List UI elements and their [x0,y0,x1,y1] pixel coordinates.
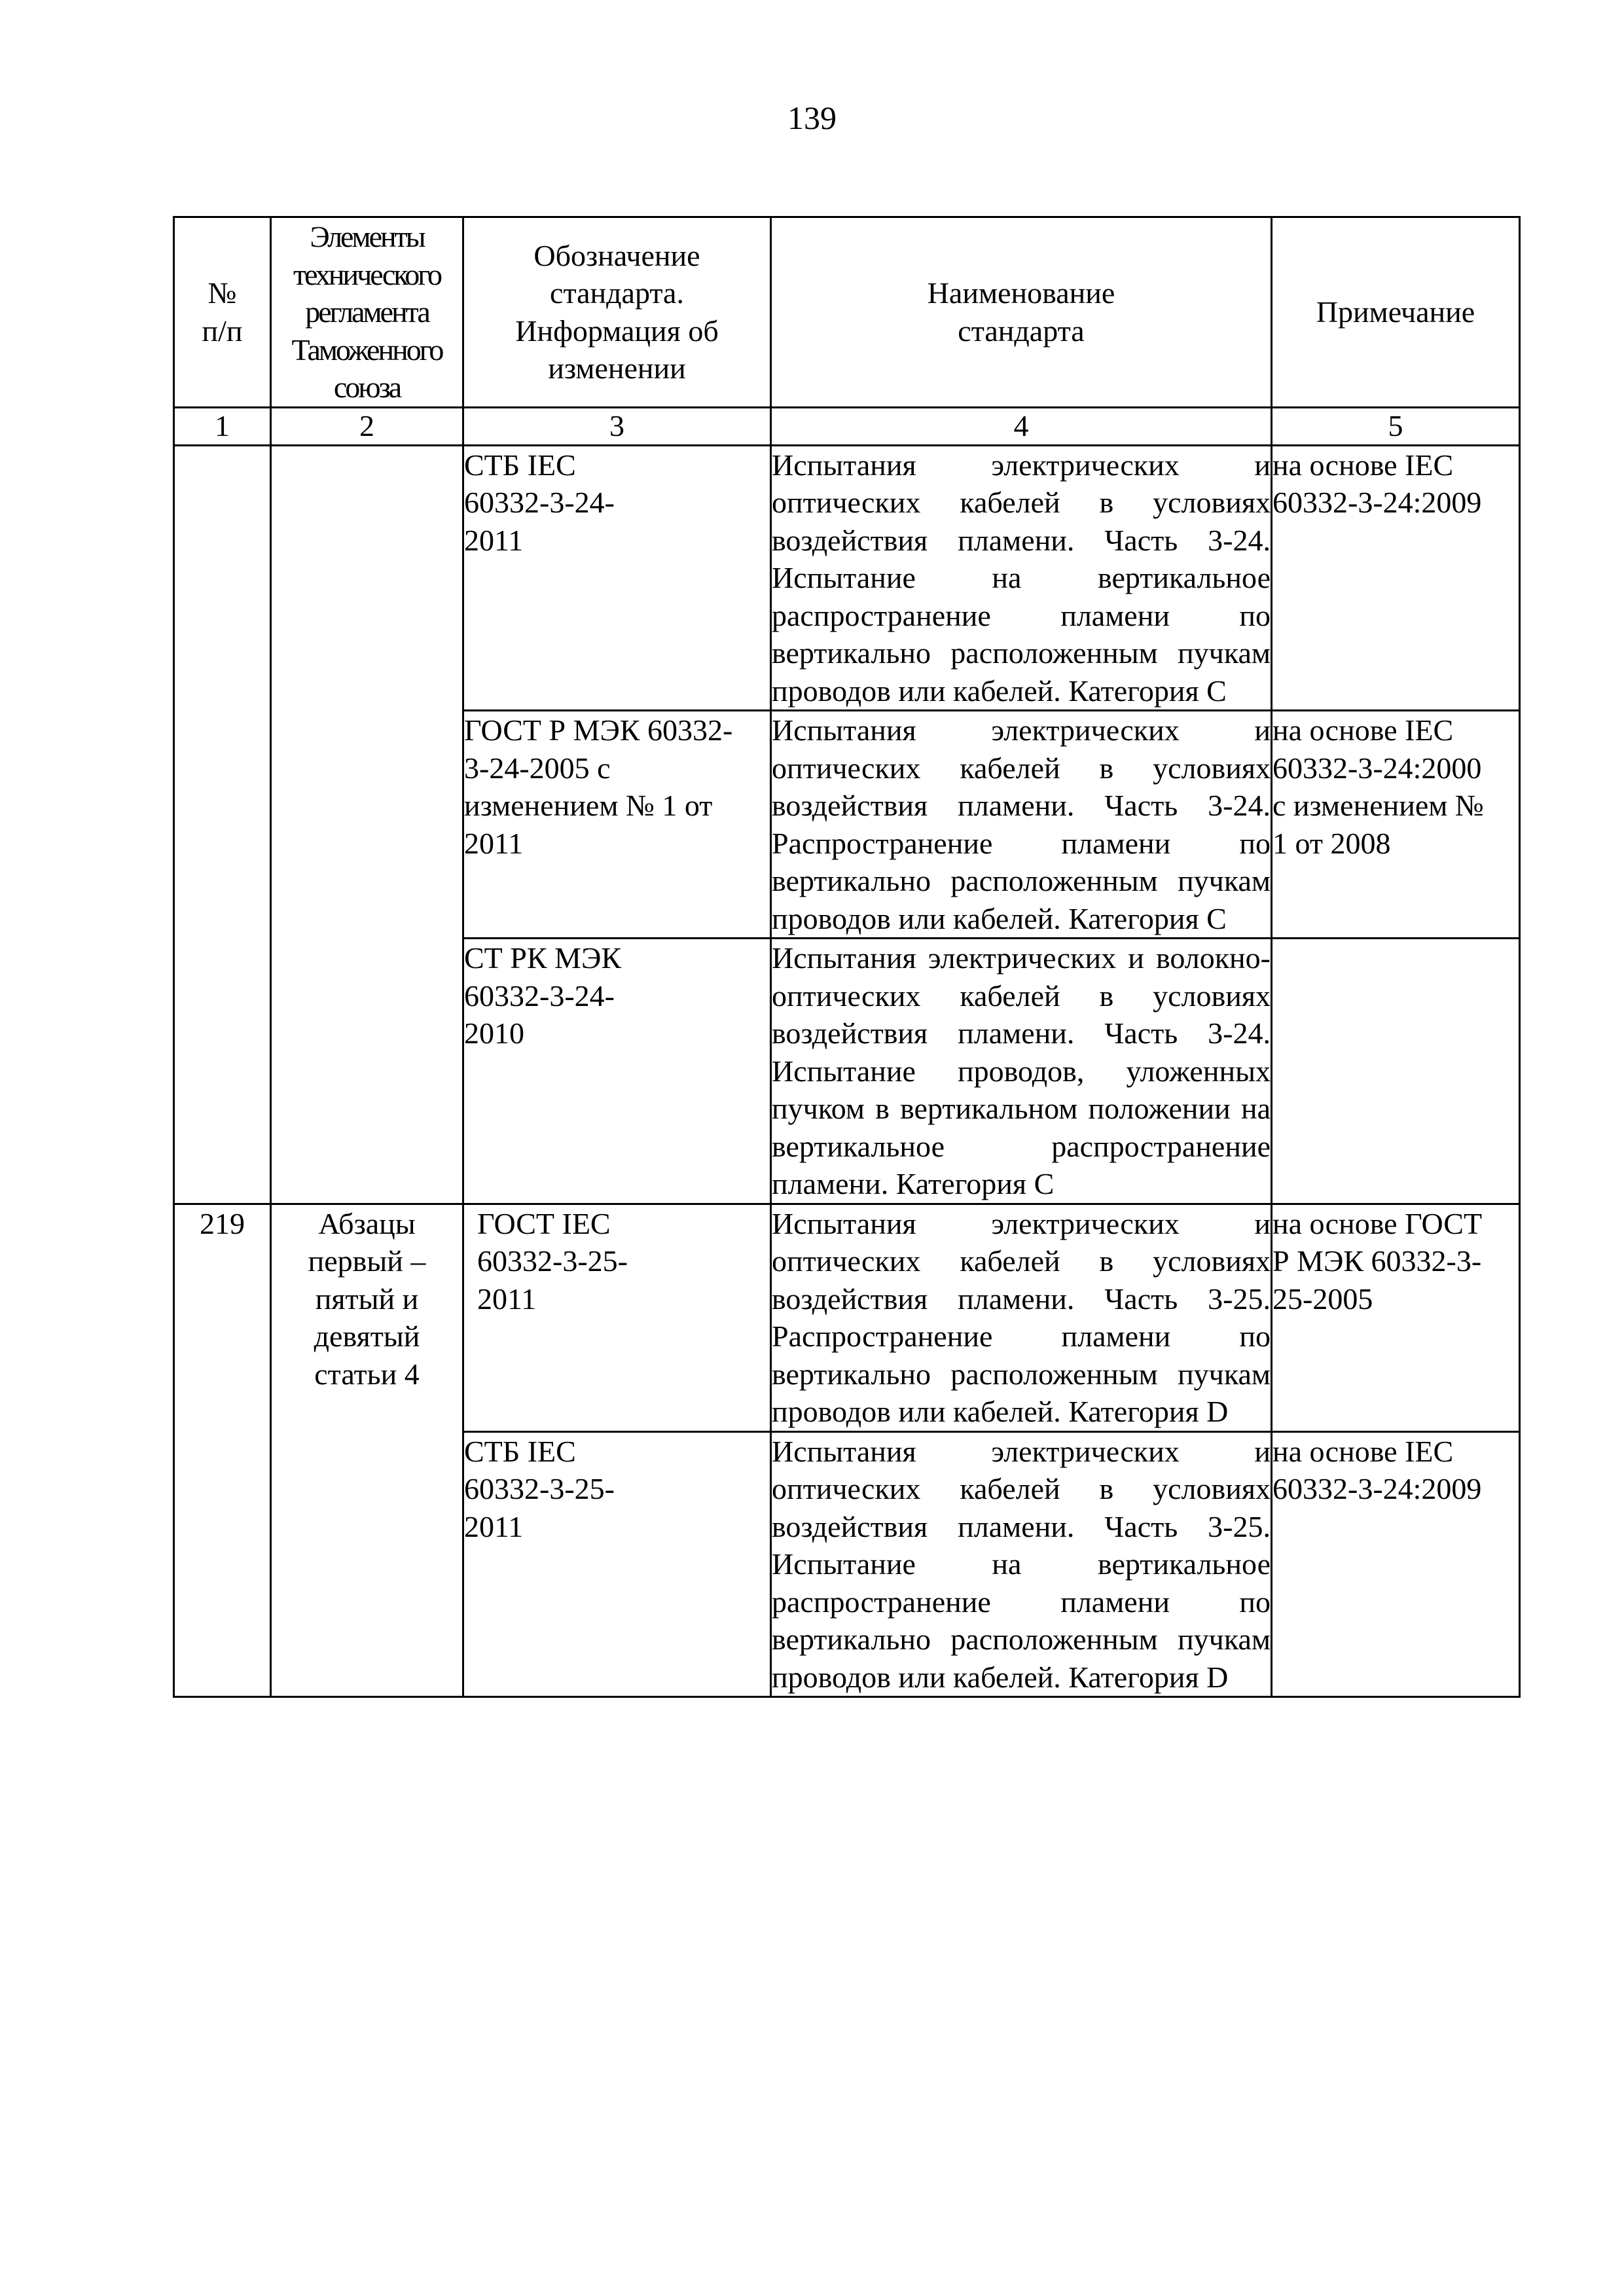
column-number: 1 [174,407,271,445]
table-row [174,1204,1520,1431]
note-cell [1272,939,1520,1204]
designation-cell: ГОСТ IEC 60332-3-25-2011 [463,1204,771,1431]
column-number: 3 [463,407,771,445]
table-row [174,445,1520,711]
page-number: 139 [787,99,837,136]
designation-cell: ГОСТ Р МЭК 60332-3-24-2005 с изменением № 1 от 2011 [463,711,771,939]
element-cell: Абзацы первый – пятый и девятый статьи 4 [271,1204,463,1697]
designation-cell: СТБ IEC 60332-3-24-2011 [463,445,771,711]
element-cell [271,445,463,1204]
standard-name-cell: Испытания электрических и оптических кабелей в условиях воздействия пламени. Часть 3-25. Распространение пламени по вертикально расположенным пучкам проводов или кабелей. Категория D [771,1204,1272,1431]
note-cell: на основе IEC 60332-3-24:2009 [1272,445,1520,711]
header-elements: Элементы технического регламента Таможенного союза [271,217,463,408]
column-number-row [174,407,1520,445]
standard-name-cell: Испытания электрических и волокно-оптических кабелей в условиях воздействия пламени. Часть 3-24. Испытание проводов, уложенных пучком в вертикальном положении на вертикальное распространение пламени. Категория С [771,939,1272,1204]
table-header-row [174,217,1520,408]
standards-table [173,216,1521,1698]
note-cell: на основе ГОСТ Р МЭК 60332-3-25-2005 [1272,1204,1520,1431]
header-designation: Обозначение стандарта. Информация об изменении [463,217,771,408]
column-number: 5 [1272,407,1520,445]
header-number: № п/п [174,217,271,408]
standard-name-cell: Испытания электрических и оптических кабелей в условиях воздействия пламени. Часть 3-25. Испытание на вертикальное распространение пламени по вертикально расположенным пучкам проводов или кабелей. Категория D [771,1431,1272,1697]
column-number: 2 [271,407,463,445]
note-cell: на основе IEC 60332-3-24:2000 с изменением № 1 от 2008 [1272,711,1520,939]
designation-cell: СТБ IEC 60332-3-25-2011 [463,1431,771,1697]
row-number-cell: 219 [174,1204,271,1697]
standard-name-cell: Испытания электрических и оптических кабелей в условиях воздействия пламени. Часть 3-24. Распространение пламени по вертикально расположенным пучкам проводов или кабелей. Категория С [771,711,1272,939]
note-cell: на основе IEC 60332-3-24:2009 [1272,1431,1520,1697]
standard-name-cell: Испытания электрических и оптических кабелей в условиях воздействия пламени. Часть 3-24. Испытание на вертикальное распространение пламени по вертикально расположенным пучкам проводов или кабелей. Категория С [771,445,1272,711]
designation-cell: СТ РК МЭК 60332-3-24-2010 [463,939,771,1204]
header-name: Наименование стандарта [771,217,1272,408]
column-number: 4 [771,407,1272,445]
row-number-cell [174,445,271,1204]
header-note: Примечание [1272,217,1520,408]
